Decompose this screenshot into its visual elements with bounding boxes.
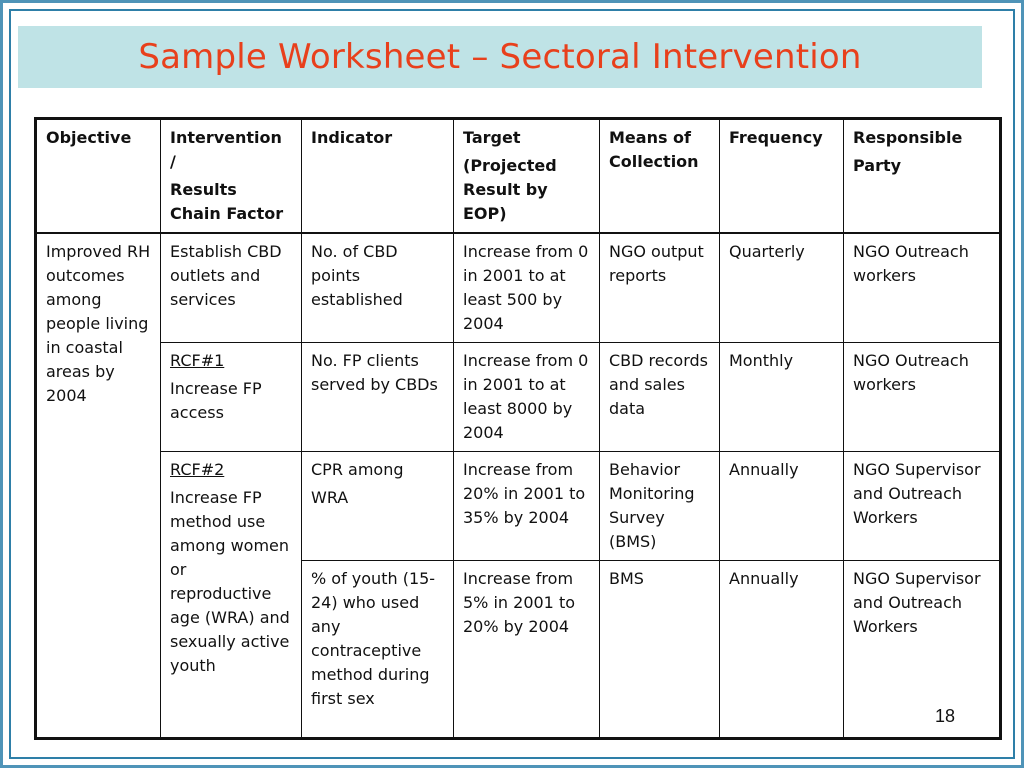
indicator-cell: [302, 452, 454, 561]
frequency-cell: Quarterly: [720, 233, 844, 343]
intervention-cell: [161, 452, 302, 739]
header-frequency: Frequency: [720, 119, 844, 234]
header-objective: Objective: [36, 119, 161, 234]
means-cell: Behavior Monitoring Survey (BMS): [600, 452, 720, 561]
objective-cell: Improved RH outcomes among people living in coastal areas by 2004: [36, 233, 161, 739]
indicator-cell: % of youth (15-24) who used any contraceptive method during first sex: [302, 561, 454, 739]
indicator-line2: WRA: [311, 488, 349, 507]
target-cell: Increase from 0 in 2001 to at least 500 by 2004: [454, 233, 600, 343]
means-cell: NGO output reports: [600, 233, 720, 343]
responsible-cell: NGO Outreach workers: [844, 343, 1001, 452]
header-responsible-line1: Responsible: [853, 128, 963, 147]
indicator-line1: CPR among: [311, 460, 404, 479]
header-intervention-line2: Results Chain Factor: [170, 180, 284, 223]
title-bar: [18, 26, 982, 88]
table-row: [36, 452, 1001, 561]
responsible-cell: NGO Outreach workers: [844, 233, 1001, 343]
frequency-cell: Annually: [720, 561, 844, 739]
table-row: [36, 233, 1001, 343]
indicator-cell: No. of CBD points established: [302, 233, 454, 343]
intervention-cell: [161, 343, 302, 452]
worksheet-table: [34, 117, 1002, 740]
indicator-cell: No. FP clients served by CBDs: [302, 343, 454, 452]
header-means: Means of Collection: [600, 119, 720, 234]
frequency-cell: Annually: [720, 452, 844, 561]
rcf-label: RCF#2: [170, 460, 225, 479]
header-intervention: [161, 119, 302, 234]
slide-title: Sample Worksheet – Sectoral Intervention: [138, 37, 862, 77]
target-cell: Increase from 20% in 2001 to 35% by 2004: [454, 452, 600, 561]
intervention-text: Increase FP method use among women or reproductive age (WRA) and sexually active youth: [170, 488, 290, 675]
responsible-cell: NGO Supervisor and Outreach Workers: [844, 452, 1001, 561]
rcf-label: RCF#1: [170, 351, 225, 370]
table-row: [36, 343, 1001, 452]
frequency-cell: Monthly: [720, 343, 844, 452]
header-responsible-line2: Party: [853, 156, 902, 175]
target-cell: Increase from 0 in 2001 to at least 8000 by 2004: [454, 343, 600, 452]
means-cell: CBD records and sales data: [600, 343, 720, 452]
target-cell: Increase from 5% in 2001 to 20% by 2004: [454, 561, 600, 739]
header-row: [36, 119, 1001, 234]
slide-number: 18: [935, 706, 956, 726]
responsible-cell: NGO Supervisor and Outreach Workers: [844, 561, 1001, 739]
intervention-cell: Establish CBD outlets and services: [161, 233, 302, 343]
means-cell: BMS: [600, 561, 720, 739]
intervention-text: Increase FP access: [170, 379, 262, 422]
header-target-line2: (Projected Result by EOP): [463, 156, 557, 223]
header-responsible: [844, 119, 1001, 234]
header-indicator: Indicator: [302, 119, 454, 234]
header-intervention-line1: Intervention /: [170, 128, 282, 171]
header-target: [454, 119, 600, 234]
header-target-line1: Target: [463, 128, 521, 147]
